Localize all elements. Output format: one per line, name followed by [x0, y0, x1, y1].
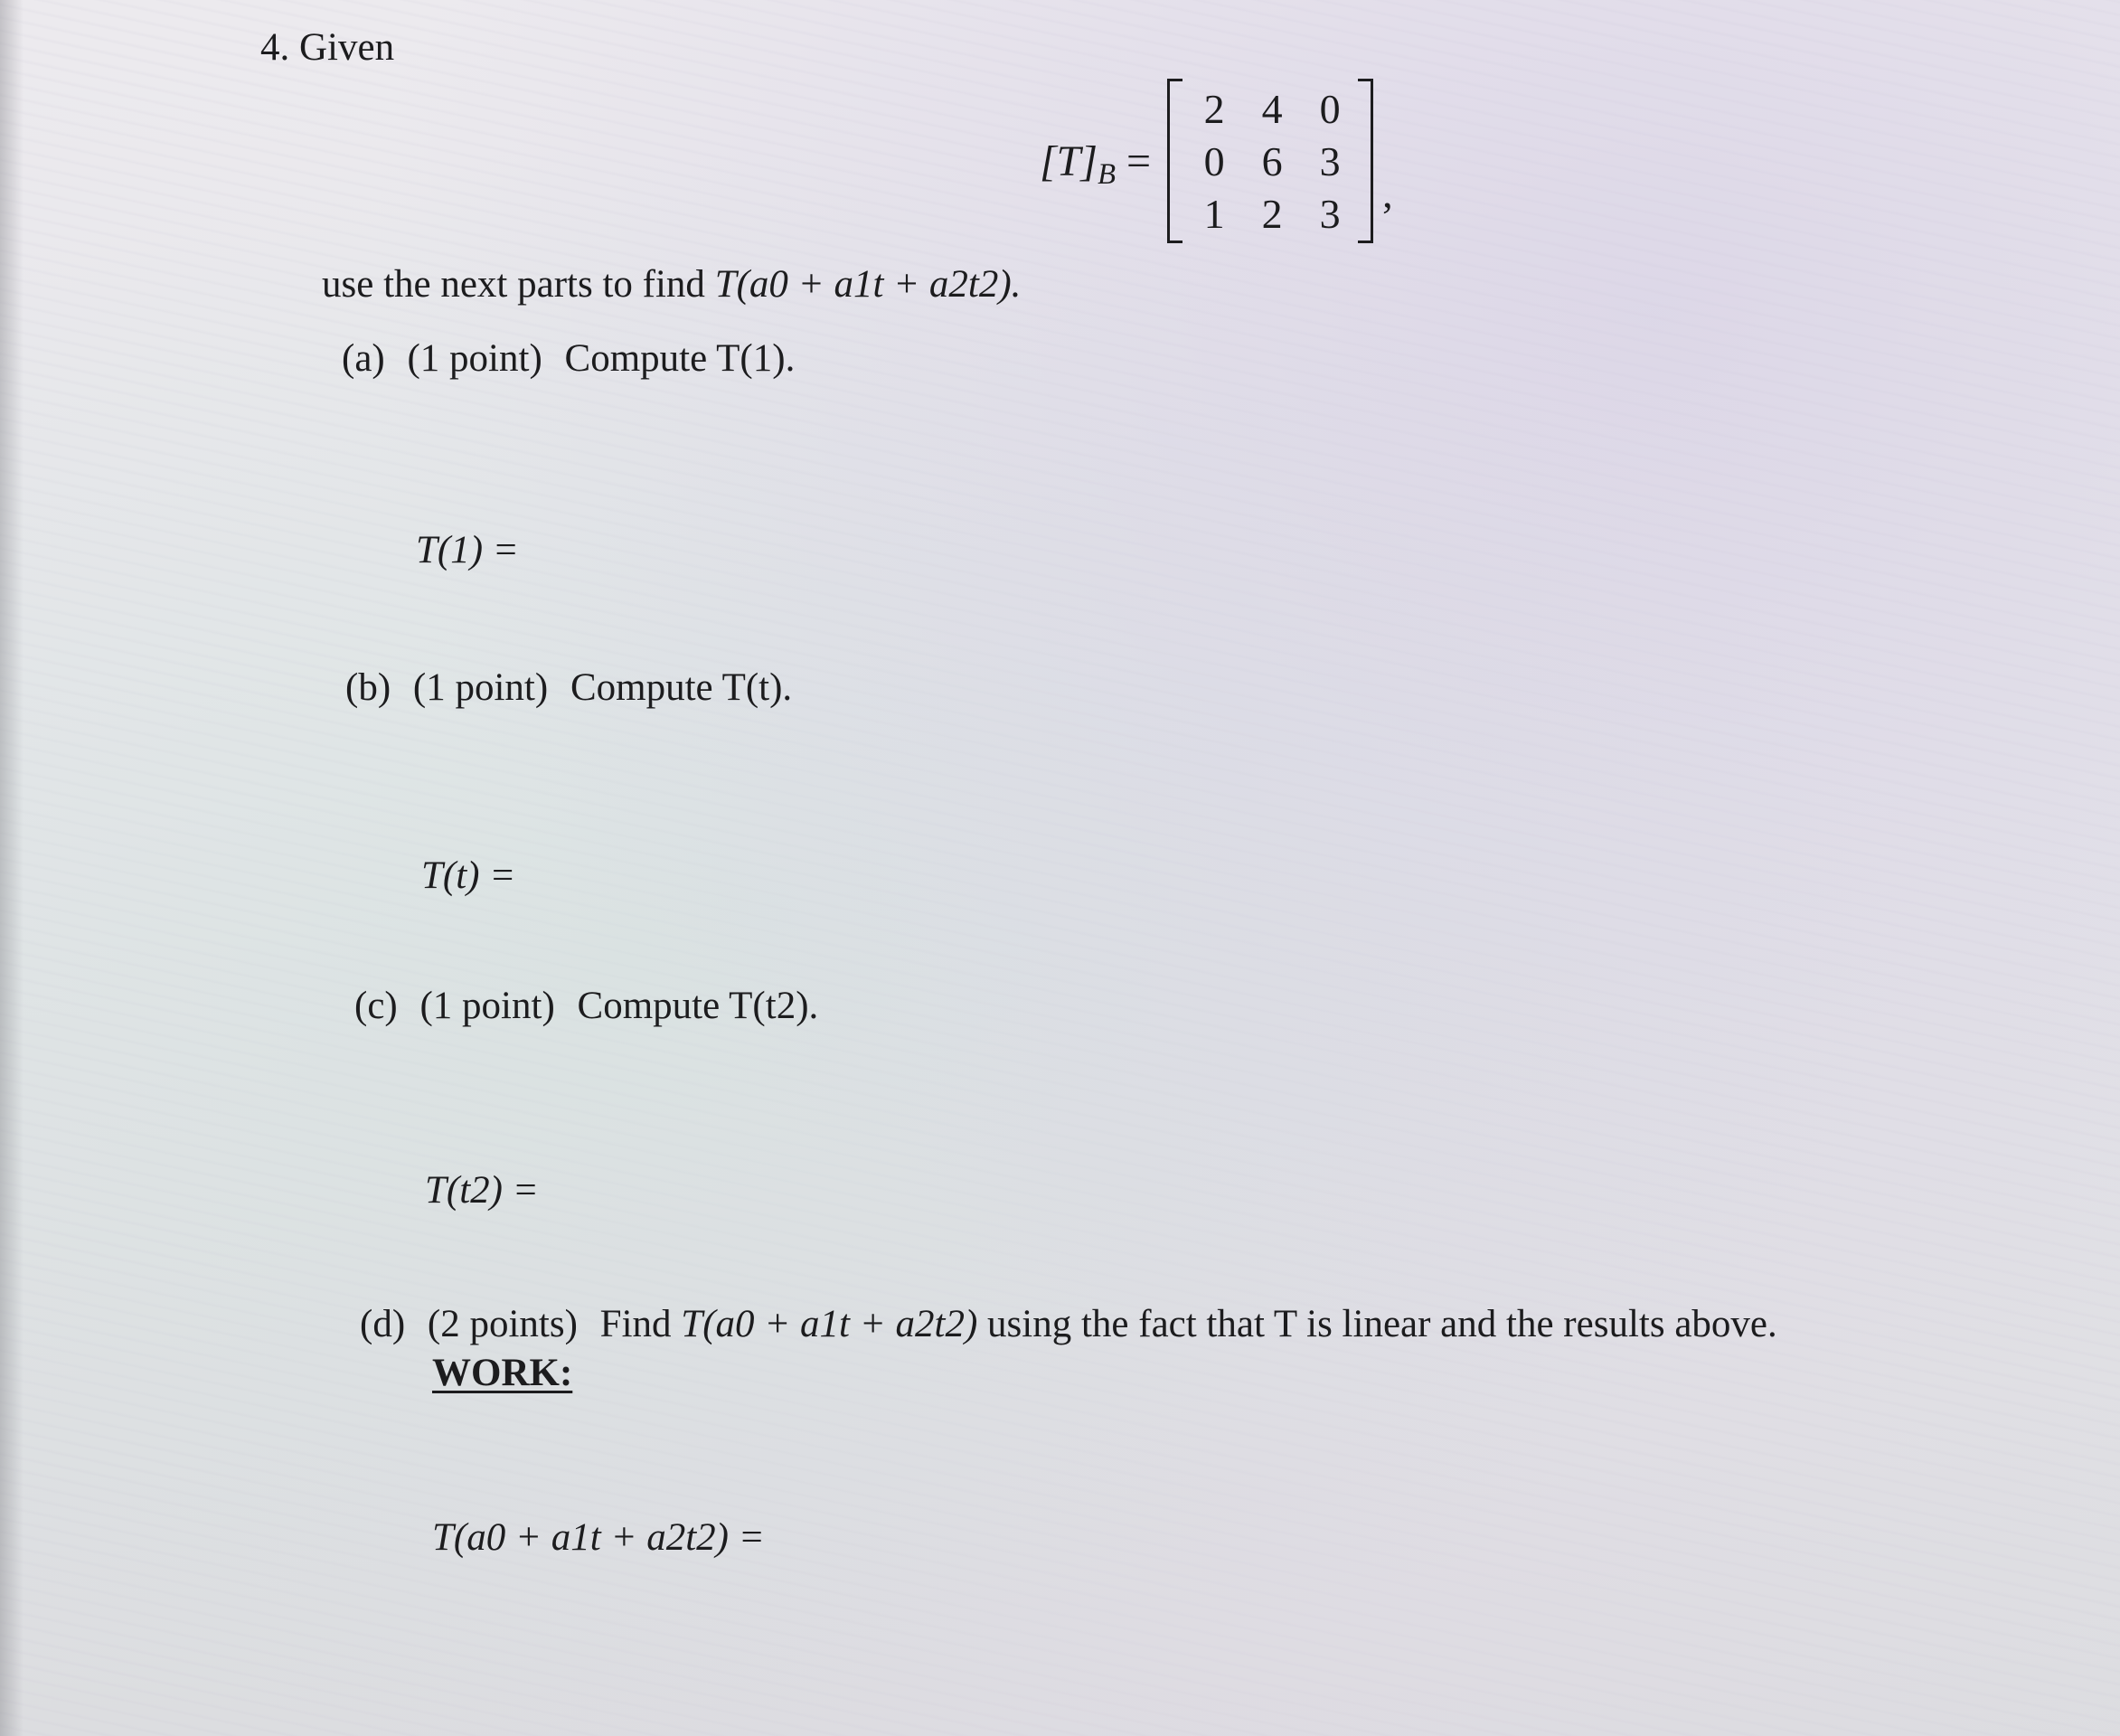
matrix-cell: 4 — [1261, 85, 1283, 132]
part-d-answer-label: T(a0 + a1t + a2t2) = — [432, 1516, 765, 1559]
matrix-cell: 3 — [1319, 137, 1341, 184]
part-c-label: (c) — [354, 985, 398, 1027]
part-a-answer-label: T(1) = — [416, 529, 519, 571]
part-d-prompt-start: Find — [599, 1303, 672, 1345]
problem-given: Given — [299, 26, 395, 69]
matrix-label-text: [T] — [1040, 137, 1098, 185]
part-d-points: (2 points) — [427, 1303, 578, 1345]
intro-text: use the next parts to find — [322, 263, 705, 306]
part-c-answer-label: T(t2) = — [425, 1169, 539, 1212]
part-b-answer-label: T(t) = — [421, 854, 516, 897]
matrix-cell: 6 — [1261, 137, 1283, 184]
matrix-equals: = — [1126, 137, 1152, 185]
matrix-cell: 2 — [1261, 190, 1283, 237]
part-b-prompt: Compute T(t). — [570, 666, 793, 709]
matrix-cell: 0 — [1319, 85, 1341, 132]
matrix-equation — [1040, 80, 1393, 242]
matrix — [1167, 79, 1373, 243]
part-d-question — [360, 1302, 1777, 1346]
part-b-question — [345, 665, 792, 710]
problem-number: 4. — [260, 26, 290, 69]
matrix-cell: 3 — [1319, 190, 1341, 237]
matrix-comma: , — [1382, 170, 1393, 216]
paper-edge-shadow — [0, 0, 24, 1736]
part-d-prompt-end: using the fact that T is linear and the results above. — [987, 1303, 1777, 1345]
part-c-question — [354, 984, 818, 1028]
part-d-label: (d) — [360, 1303, 406, 1345]
matrix-label-subscript: B — [1098, 157, 1116, 191]
intro-expression: T(a0 + a1t + a2t2). — [714, 263, 1022, 306]
part-a-question — [342, 336, 795, 381]
matrix-label — [1040, 137, 1152, 191]
intro-line — [322, 262, 1021, 307]
part-a-label: (a) — [342, 337, 385, 380]
matrix-cell: 0 — [1203, 137, 1225, 184]
part-b-points: (1 point) — [412, 666, 549, 709]
part-c-prompt: Compute T(t2). — [577, 985, 819, 1027]
part-a-points: (1 point) — [407, 337, 542, 380]
matrix-cell: 2 — [1203, 85, 1225, 132]
part-c-points: (1 point) — [419, 985, 555, 1027]
part-d-prompt-expression: T(a0 + a1t + a2t2) — [681, 1303, 978, 1345]
problem-heading — [260, 25, 394, 70]
part-a-prompt: Compute T(1). — [564, 337, 796, 380]
matrix-cell: 1 — [1203, 190, 1225, 237]
part-b-label: (b) — [345, 666, 391, 709]
work-label: WORK: — [432, 1352, 573, 1394]
